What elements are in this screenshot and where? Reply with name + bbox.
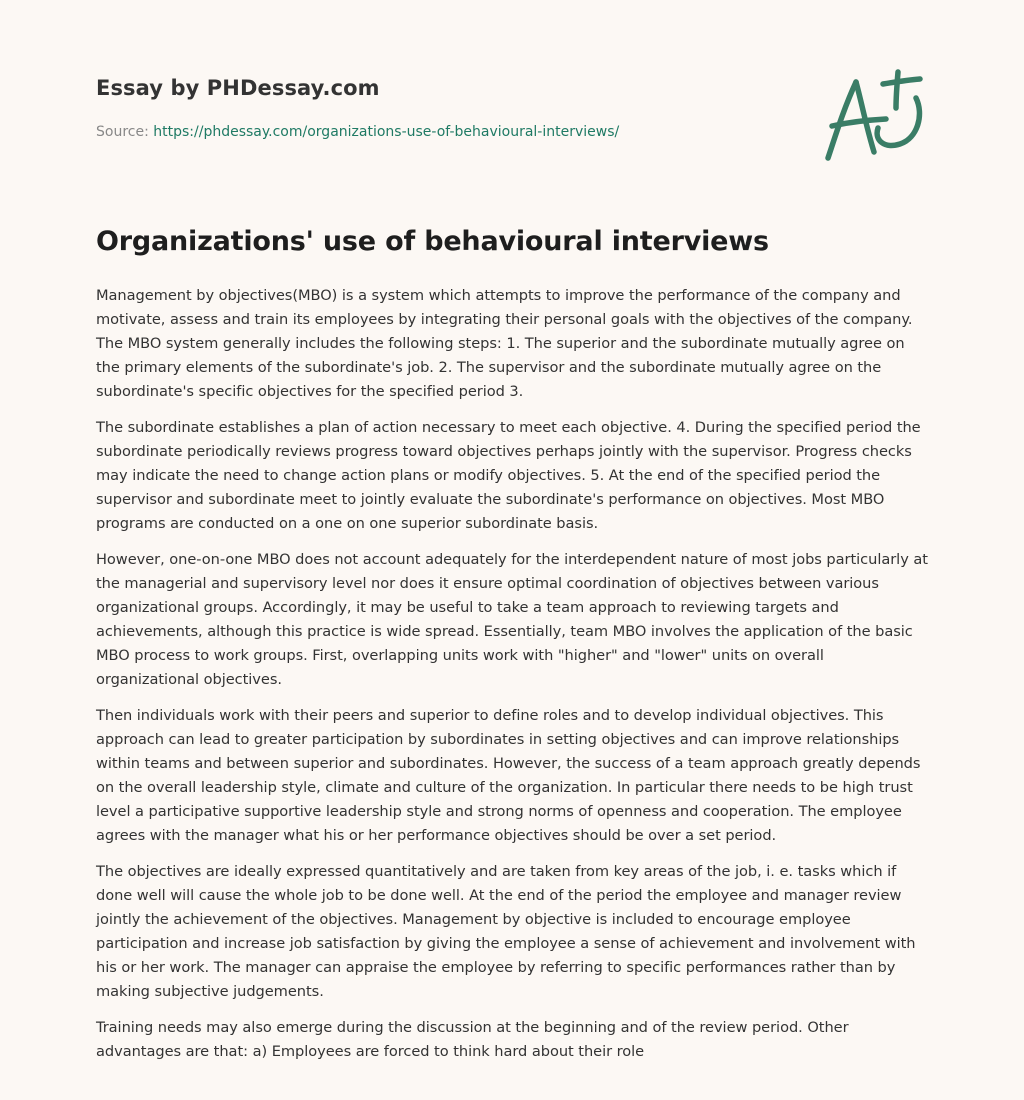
page-header [96,0,928,190]
essay-page [96,0,928,1060]
a-plus-logo-icon [820,64,926,168]
site-title: Essay by PHDessay.com [96,76,380,100]
essay-paragraph: The subordinate establishes a plan of action necessary to meet each objective. 4. During the specified period the subordinate periodically reviews progress toward objectives perhaps jointly with the supervisor. Progress checks may indicate the need to change action plans or modify objectives. 5. At the end of the specified period the supervisor and subordinate meet to jointly evaluate the subordinate's performance on objectives. Most MBO programs are conducted on a one on one superior subordinate basis. [96,419,921,532]
source-label: Source: [96,124,154,140]
essay-paragraph: Then individuals work with their peers and superior to define roles and to develop individual objectives. This approach can lead to greater participation by subordinates in setting objectives and can improve relationships within teams and between superior and subordinates. However, the success of a team approach greatly depends on the overall leadership style, climate and culture of the organization. In particular there needs to be high trust level a participative supportive leadership style and strong norms of openness and cooperation. The employee agrees with the manager what his or her performance objectives should be over a set period. [96,707,921,844]
essay-paragraph: The objectives are ideally expressed quantitatively and are taken from key areas of the job, i. e. tasks which if done well will cause the whole job to be done well. At the end of the period the employee and manager review jointly the achievement of the objectives. Management by objective is included to encourage employee participation and increase job satisfaction by giving the employee a sense of achievement and involvement with his or her work. The manager can appraise the employee by referring to specific performances rather than by making subjective judgements. [96,863,916,1000]
source-line [96,124,619,140]
essay-paragraph: Management by objectives(MBO) is a system which attempts to improve the performance of the company and motivate, assess and train its employees by integrating their personal goals with the objectives of the company. The MBO system generally includes the following steps: 1. The superior and the subordinate mutually agree on the primary elements of the subordinate's job. 2. The supervisor and the subordinate mutually agree on the subordinate's specific objectives for the specified period 3. [96,287,913,400]
source-link[interactable]: https://phdessay.com/organizations-use-of-behavioural-interviews/ [153,124,620,140]
essay-title: Organizations' use of behavioural interviews [96,226,769,257]
essay-paragraph: Training needs may also emerge during the discussion at the beginning and of the review period. Other advantages are that: a) Employees are forced to think hard about their role [96,1019,849,1060]
essay-body [96,284,928,1076]
essay-paragraph: However, one-on-one MBO does not account adequately for the interdependent nature of most jobs particularly at the managerial and supervisory level nor does it ensure optimal coordination of objectives between various organizational groups. Accordingly, it may be useful to take a team approach to reviewing targets and achievements, although this practice is wide spread. Essentially, team MBO involves the application of the basic MBO process to work groups. First, overlapping units work with "higher" and "lower" units on overall organizational objectives. [96,551,928,688]
